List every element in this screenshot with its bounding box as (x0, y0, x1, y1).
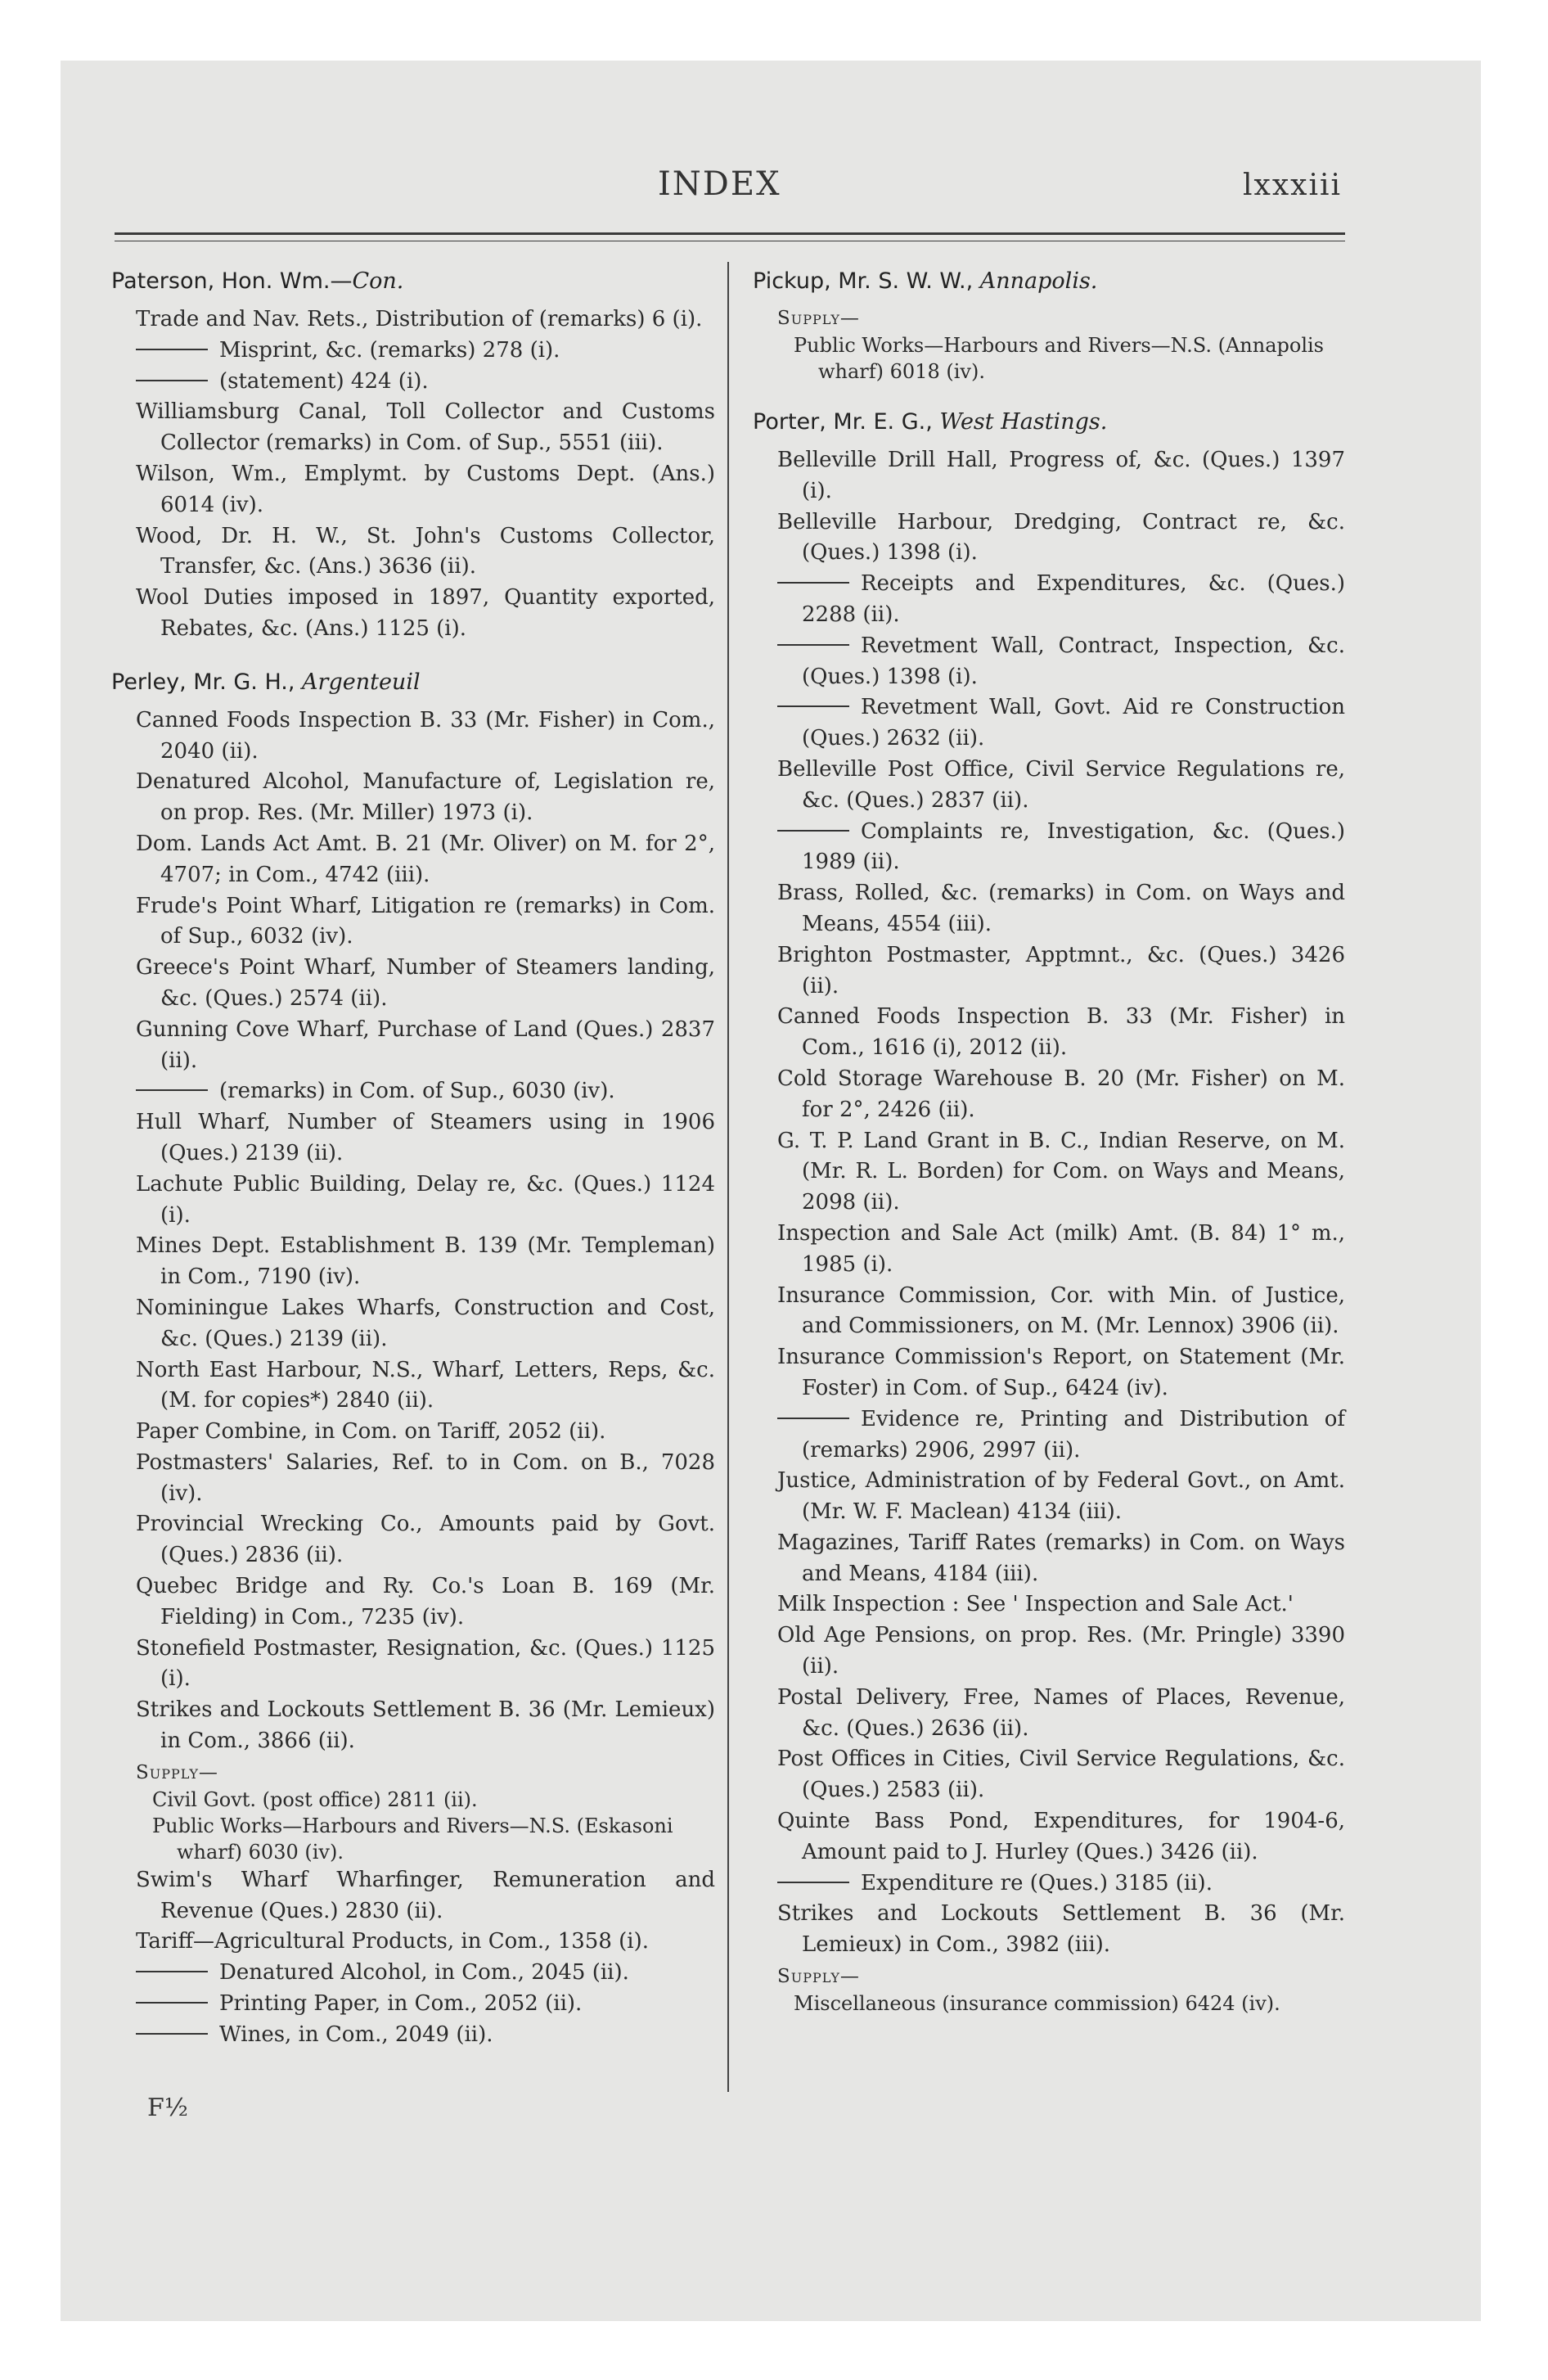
ditto-dash (136, 380, 208, 381)
member-heading-perley (111, 665, 715, 701)
index-entry: Frude's Point Wharf, Litigation re (remarks) in Com. of Sup., 6032 (iv). (136, 893, 715, 949)
member-riding: West Hastings. (939, 409, 1108, 435)
index-entry: Wines, in Com., 2049 (ii). (111, 2020, 715, 2051)
right-column (753, 250, 1345, 2017)
index-entry: Expenditure re (Ques.) 3185 (ii). (753, 1868, 1345, 1900)
member-riding: Con. (352, 268, 404, 294)
index-entry: Mines Dept. Establishment B. 139 (Mr. Templeman) in Com., 7190 (iv). (136, 1233, 715, 1290)
index-entry: Stonefield Postmaster, Resignation, &c. (Ques.) 1125 (i). (136, 1635, 715, 1692)
ditto-dash (136, 349, 208, 350)
index-entry: Quebec Bridge and Ry. Co.'s Loan B. 169 (Mr. Fielding) in Com., 7235 (iv). (136, 1574, 715, 1629)
index-entry: Cold Storage Warehouse B. 20 (Mr. Fisher) on M. for 2°, 2426 (ii). (777, 1066, 1345, 1122)
supply-label: Supply— (136, 1761, 218, 1783)
member-riding: Argenteuil (302, 669, 421, 695)
left-column (111, 250, 715, 2051)
member-riding: Annapolis. (979, 268, 1098, 294)
header-rule-thick (115, 232, 1345, 235)
supply-label: Supply— (777, 308, 860, 329)
index-entry: Brighton Postmaster, Apptmnt., &c. (Ques.) 3426 (ii). (777, 942, 1345, 998)
index-entry: Complaints re, Investigation, &c. (Ques.) 1989 (ii). (753, 817, 1345, 879)
index-entry: Magazines, Tariff Rates (remarks) in Com. on Ways and Means, 4184 (iii). (777, 1530, 1345, 1586)
ditto-dash (136, 1089, 208, 1091)
index-entry: Strikes and Lockouts Settlement B. 36 (Mr. Lemieux) in Com., 3866 (ii). (136, 1697, 715, 1754)
ditto-dash (136, 2033, 208, 2035)
ditto-dash (777, 705, 849, 707)
index-entry: Hull Wharf, Number of Steamers using in 1906 (Ques.) 2139 (ii). (136, 1110, 715, 1165)
index-entry: Tariff—Agricultural Products, in Com., 1358 (i). (136, 1929, 649, 1954)
column-divider (727, 262, 729, 2092)
index-entry: Canned Foods Inspection B. 33 (Mr. Fisher) in Com., 1616 (i), 2012 (ii). (777, 1004, 1345, 1061)
index-entry: Receipts and Expenditures, &c. (Ques.) 2288 (ii). (753, 569, 1345, 631)
index-entry: Denatured Alcohol, in Com., 2045 (ii). (111, 1958, 715, 1989)
index-entry: Belleville Harbour, Dredging, Contract re, &c. (Ques.) 1398 (i). (777, 509, 1345, 566)
member-name: Perley, Mr. G. H., (111, 669, 303, 695)
index-entry: Belleville Drill Hall, Progress of, &c. (Ques.) 1397 (i). (777, 448, 1345, 503)
index-entry: Trade and Nav. Rets., Distribution of (remarks) 6 (i). (136, 307, 703, 331)
index-entry: Paper Combine, in Com. on Tariff, 2052 (ii). (136, 1419, 606, 1445)
member-name: Porter, Mr. E. G., (753, 409, 940, 435)
member-heading-pickup (753, 264, 1345, 300)
index-entry: Justice, Administration of by Federal Govt., on Amt. (Mr. W. F. Maclean) 4134 (iii). (777, 1468, 1345, 1525)
index-entry: Provincial Wrecking Co., Amounts paid by Govt. (Ques.) 2836 (ii). (136, 1512, 715, 1568)
index-entry: (remarks) in Com. of Sup., 6030 (iv). (111, 1076, 715, 1107)
index-entry: Old Age Pensions, on prop. Res. (Mr. Pringle) 3390 (ii). (777, 1623, 1345, 1679)
index-entry: Swim's Wharf Wharfinger, Remuneration and Revenue (Ques.) 2830 (ii). (136, 1867, 715, 1923)
member-name: Paterson, Hon. Wm.— (111, 268, 353, 294)
supply-entry: Miscellaneous (insurance commission) 6424 (iv). (794, 1992, 1280, 2016)
index-entry: Williamsburg Canal, Toll Collector and Customs Collector (remarks) in Com. of Sup., 5551 (iii). (136, 399, 715, 456)
index-entry: Gunning Cove Wharf, Purchase of Land (Ques.) 2837 (ii). (136, 1016, 715, 1073)
index-entry: Quinte Bass Pond, Expenditures, for 1904-6, Amount paid to J. Hurley (Ques.) 3426 (ii). (777, 1809, 1345, 1864)
ditto-dash (777, 1418, 849, 1419)
index-entry: Denatured Alcohol, Manufacture of, Legislation re, on prop. Res. (Mr. Miller) 1973 (i). (136, 769, 715, 826)
index-entry: Greece's Point Wharf, Number of Steamers landing, &c. (Ques.) 2574 (ii). (136, 955, 715, 1011)
index-entry: Evidence re, Printing and Distribution of (remarks) 2906, 2997 (ii). (753, 1404, 1345, 1467)
index-entry: Revetment Wall, Contract, Inspection, &c. (Ques.) 1398 (i). (753, 631, 1345, 693)
index-entry: Postmasters' Salaries, Ref. to in Com. on B., 7028 (iv). (136, 1449, 715, 1506)
supply-entry: Public Works—Harbours and Rivers—N.S. (Annapolis wharf) 6018 (iv). (794, 334, 1324, 383)
supply-label: Supply— (777, 1966, 860, 1988)
index-entry: Wood, Dr. H. W., St. John's Customs Collector, Transfer, &c. (Ans.) 3636 (ii). (136, 523, 715, 579)
ditto-dash (136, 1971, 208, 1972)
index-entry: Misprint, &c. (remarks) 278 (i). (111, 336, 715, 367)
index-entry: Printing Paper, in Com., 2052 (ii). (111, 1989, 715, 2020)
index-entry: Insurance Commission, Cor. with Min. of Justice, and Commissioners, on M. (Mr. Lennox) 3906 (ii). (777, 1282, 1345, 1339)
ditto-dash (777, 830, 849, 832)
index-entry: Lachute Public Building, Delay re, &c. (Ques.) 1124 (i). (136, 1171, 715, 1228)
page-title: INDEX (658, 165, 781, 203)
index-entry: Wool Duties imposed in 1897, Quantity exported, Rebates, &c. (Ans.) 1125 (i). (136, 585, 715, 641)
index-entry: Nominingue Lakes Wharfs, Construction and Cost, &c. (Ques.) 2139 (ii). (136, 1295, 715, 1351)
index-entry: G. T. P. Land Grant in B. C., Indian Reserve, on M. (Mr. R. L. Borden) for Com. on Ways and Means, 2098 (ii). (777, 1128, 1345, 1215)
index-entry: (statement) 424 (i). (111, 367, 715, 398)
ditto-dash (777, 644, 849, 646)
index-entry: Brass, Rolled, &c. (remarks) in Com. on Ways and Means, 4554 (iii). (777, 881, 1345, 936)
index-entry: Insurance Commission's Report, on Statement (Mr. Foster) in Com. of Sup., 6424 (iv). (777, 1345, 1345, 1400)
index-page (61, 61, 1481, 2321)
index-entry: Post Offices in Cities, Civil Service Regulations, &c. (Ques.) 2583 (ii). (777, 1747, 1345, 1803)
member-name: Pickup, Mr. S. W. W., (753, 268, 980, 294)
member-heading-paterson (111, 264, 715, 300)
index-entry: Dom. Lands Act Amt. B. 21 (Mr. Oliver) on M. for 2°, 4707; in Com., 4742 (iii). (136, 831, 715, 887)
index-entry: Belleville Post Office, Civil Service Regulations re, &c. (Ques.) 2837 (ii). (777, 756, 1345, 813)
supply-entry: Public Works—Harbours and Rivers—N.S. (Eskasoni wharf) 6030 (iv). (152, 1814, 673, 1864)
index-entry: Wilson, Wm., Emplymt. by Customs Dept. (Ans.) 6014 (iv). (136, 461, 715, 517)
index-entry: Strikes and Lockouts Settlement B. 36 (Mr. Lemieux) in Com., 3982 (iii). (777, 1901, 1345, 1958)
ditto-dash (136, 2002, 208, 2004)
ditto-dash (777, 1882, 849, 1883)
page-number: lxxxiii (1243, 169, 1342, 202)
ditto-dash (777, 582, 849, 584)
supply-entry: Civil Govt. (post office) 2811 (ii). (152, 1787, 478, 1811)
index-entry: Milk Inspection : See ' Inspection and Sale Act.' (777, 1592, 1294, 1617)
signature-mark: F½ (147, 2094, 188, 2122)
index-entry: Inspection and Sale Act (milk) Amt. (B. 84) 1° m., 1985 (i). (777, 1220, 1345, 1277)
index-entry: Revetment Wall, Govt. Aid re Construction (Ques.) 2632 (ii). (753, 692, 1345, 755)
member-heading-porter (753, 404, 1345, 440)
index-entry: Canned Foods Inspection B. 33 (Mr. Fisher) in Com., 2040 (ii). (136, 707, 715, 764)
index-entry: Postal Delivery, Free, Names of Places, Revenue, &c. (Ques.) 2636 (ii). (777, 1684, 1345, 1741)
index-entry: North East Harbour, N.S., Wharf, Letters, Reps, &c. (M. for copies*) 2840 (ii). (136, 1357, 715, 1413)
